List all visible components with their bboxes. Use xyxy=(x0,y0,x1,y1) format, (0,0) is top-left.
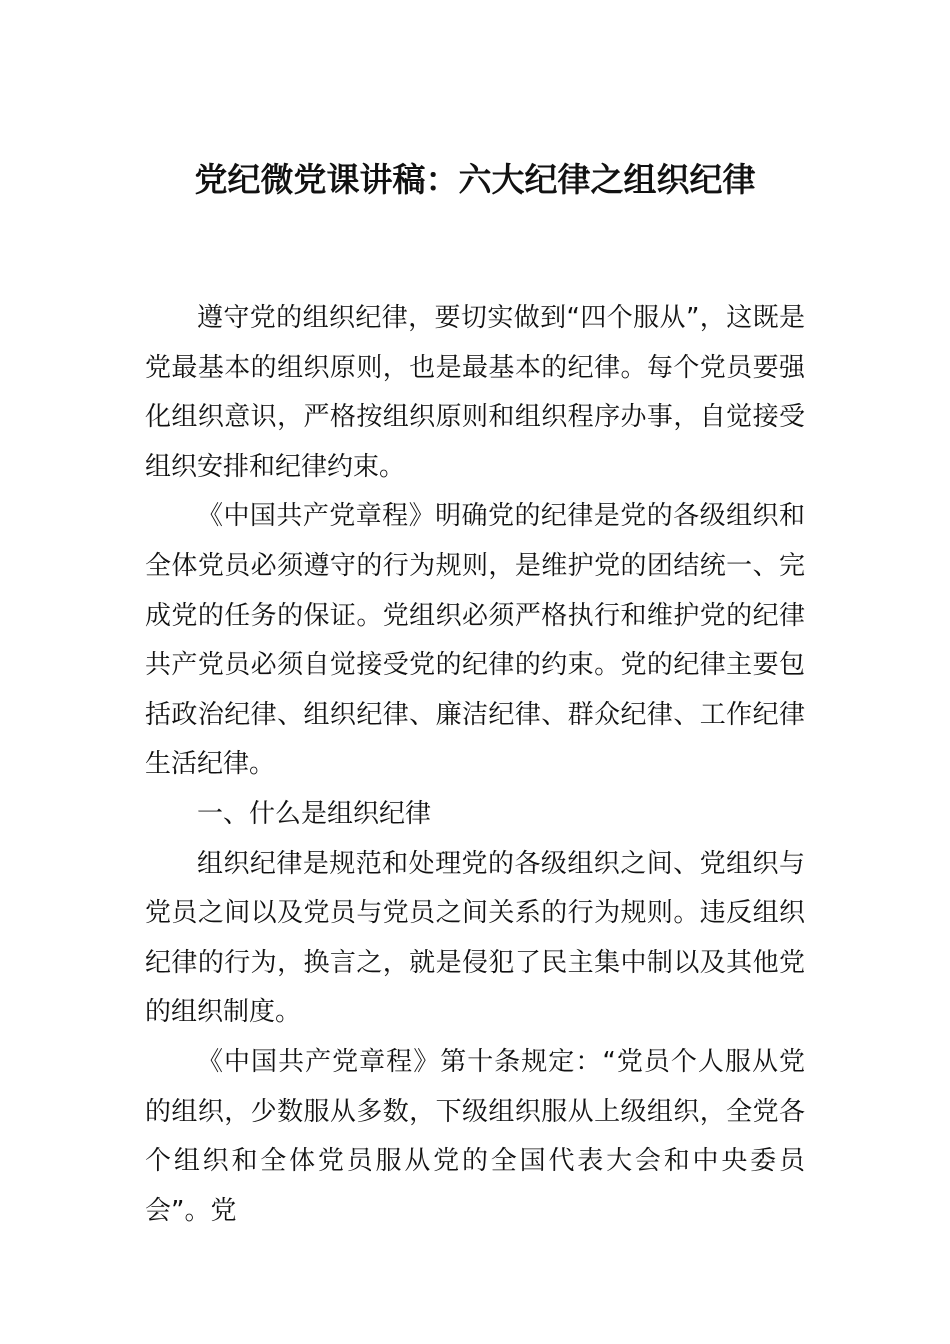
paragraph-organizational-discipline-definition: 组织纪律是规范和处理党的各级组织之间、党组织与党员之间以及党员与党员之间关系的行为规则。违反组织纪律的行为，换言之，就是侵犯了民主集中制以及其他党的组织制度。 xyxy=(145,848,805,1028)
paragraph-four-obediences: 遵守党的组织纪律，要切实做到“四个服从”，这既是党最基本的组织原则，也是最基本的纪律。每个党员要强化组织意识，严格按组织原则和组织程序办事，自觉接受组织安排和纪律约束。 xyxy=(145,303,805,482)
document-title: 党纪微党课讲稿：六大纪律之组织纪律 xyxy=(194,160,756,199)
document-body xyxy=(145,294,805,1236)
paragraph-article-ten: 《中国共产党章程》第十条规定：“党员个人服从党的组织，少数服从多数，下级组织服从上级组织，全党各个组织和全体党员服从党的全国代表大会和中央委员会”。党 xyxy=(145,1046,805,1226)
paragraph-party-constitution-discipline: 《中国共产党章程》明确党的纪律是党的各级组织和全体党员必须遵守的行为规则，是维护党的团结统一、完成党的任务的保证。党组织必须严格执行和维护党的纪律共产党员必须自觉接受党的纪律的约束。党的纪律主要包括政治纪律、组织纪律、廉洁纪律、群众纪律、工作纪律生活纪律。 xyxy=(145,501,805,780)
section-heading-what-is-organizational-discipline: 一、什么是组织纪律 xyxy=(197,798,432,829)
